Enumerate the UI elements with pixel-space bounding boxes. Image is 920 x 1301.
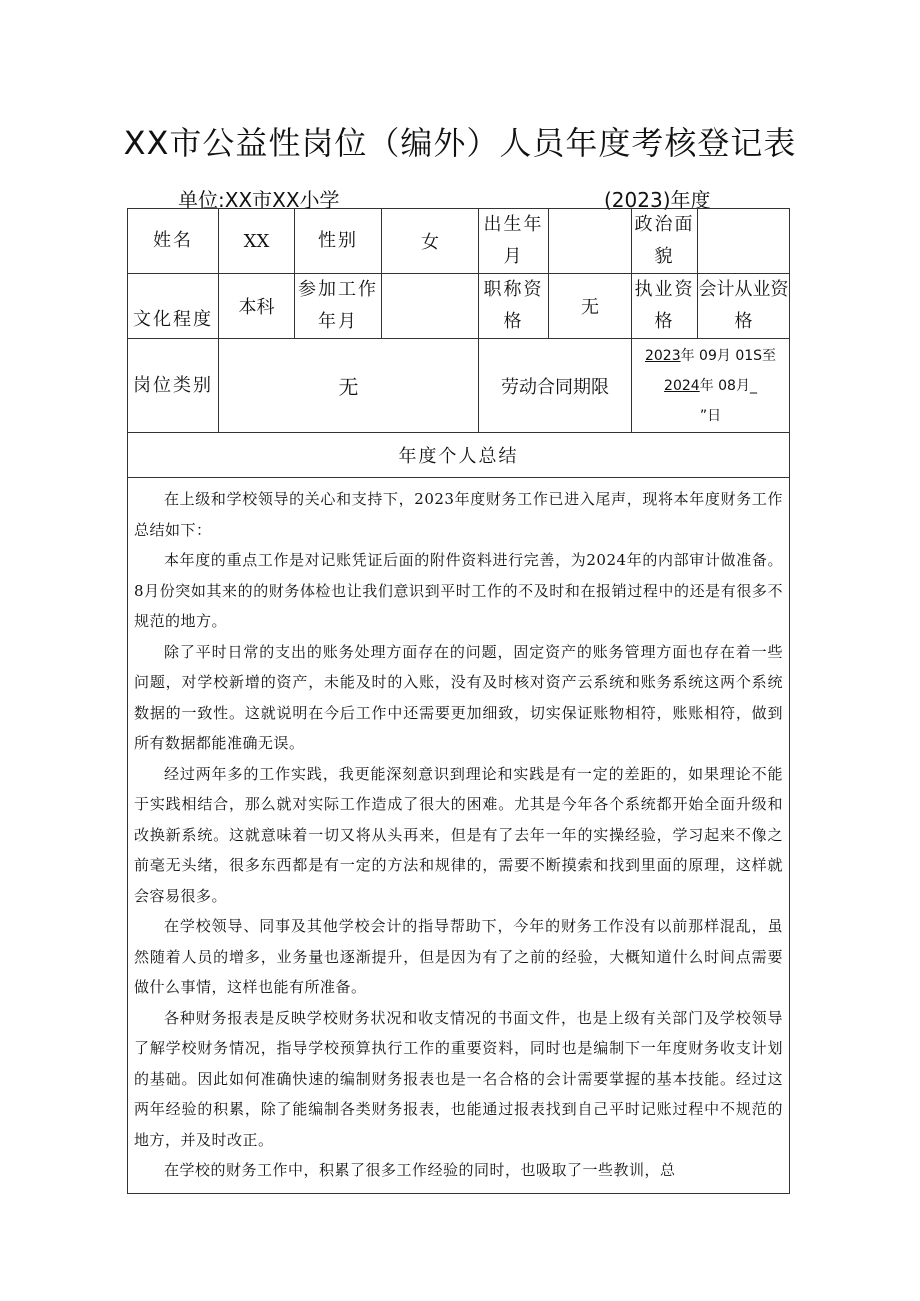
contract-end-year: 2024 [664, 377, 700, 394]
unit-label: 单位:XX市XX小学 [178, 188, 340, 212]
name-label: 姓名 [128, 209, 219, 274]
contract-line3: ”日 [699, 407, 722, 424]
name-value: XX [219, 209, 295, 274]
contract-label: 劳动合同期限 [479, 339, 632, 433]
summary-paragraph: 各种财务报表是反映学校财务状况和收支情况的书面文件，也是上级有关部门及学校领导了解学校财务情况，指导学校预算执行工作的重要资料，同时也是编制下一年度财务收支计划的基础。因此如何准确快速的编制财务报表也是一名合格的会计需要掌握的基本技能。经过这两年经验的积累，除了能编制各类财务报表，也能通过报表找到自己平时记账过程中不规范的地方，并及时改正。 [134, 1008, 783, 1149]
year-label: (2023)年度 [604, 188, 711, 212]
gender-label: 性别 [295, 209, 382, 274]
practice-label: 执业资格 [632, 274, 698, 339]
summary-paragraph: 在上级和学校领导的关心和支持下，2023年度财务工作已进入尾声，现将本年度财务工作总结如下： [134, 490, 783, 539]
post-value: 无 [219, 339, 479, 433]
contract-start-year: 2023 [644, 347, 681, 364]
birth-label: 出生年月 [479, 209, 549, 274]
birth-value [549, 209, 632, 274]
work-start-value [382, 274, 479, 339]
work-start-label: 参加工作年月 [295, 274, 382, 339]
summary-heading: 年度个人总结 [128, 433, 790, 478]
registration-table [127, 208, 790, 1194]
contract-end-rest: 年 08月_ [699, 377, 757, 394]
political-value [698, 209, 790, 274]
contract-start-rest: 年 09月 01S至 [680, 347, 777, 364]
contract-value [632, 339, 790, 433]
summary-paragraph: 在学校的财务工作中，积累了很多工作经验的同时，也吸取了一些教训，总 [164, 1161, 676, 1179]
gender-value: 女 [382, 209, 479, 274]
post-label: 岗位类别 [128, 339, 219, 433]
summary-paragraph: 本年度的重点工作是对记账凭证后面的附件资料进行完善，为2024年的内部审计做准备。8月份突如其来的的财务体检也让我们意识到平时工作的不及时和在报销过程中的还是有很多不规范的地方。 [134, 551, 783, 630]
education-value: 本科 [219, 274, 295, 339]
summary-paragraph: 经过两年多的工作实践，我更能深刻意识到理论和实践是有一定的差距的，如果理论不能于实践相结合，那么就对实际工作造成了很大的困难。尤其是今年各个系统都开始全面升级和改换新系统。这就意味着一切又将从头再来，但是有了去年一年的实操经验，学习起来不像之前毫无头绪，很多东西都是有一定的方法和规律的，需要不断摸索和找到里面的原理，这样就会容易很多。 [134, 764, 783, 905]
form-title: XX市公益性岗位（编外）人员年度考核登记表 [123, 124, 797, 162]
summary-body [128, 478, 790, 1194]
summary-paragraph: 除了平时日常的支出的账务处理方面存在的问题，固定资产的账务管理方面也存在着一些问题，对学校新增的资产，未能及时的入账，没有及时核对资产云系统和账务系统这两个系统数据的一致性。这就说明在今后工作中还需要更加细致，切实保证账物相符，账账相符，做到所有数据都能准确无误。 [134, 642, 783, 752]
title-label: 职称资格 [479, 274, 549, 339]
title-value: 无 [549, 274, 632, 339]
political-label: 政治面貌 [632, 209, 698, 274]
education-label: 文化程度 [128, 274, 219, 339]
practice-value: 会计从业资格 [698, 274, 790, 339]
summary-paragraph: 在学校领导、同事及其他学校会计的指导帮助下，今年的财务工作没有以前那样混乱，虽然随着人员的增多，业务量也逐渐提升，但是因为有了之前的经验，大概知道什么时间点需要做什么事情，这样也能有所准备。 [134, 917, 783, 996]
